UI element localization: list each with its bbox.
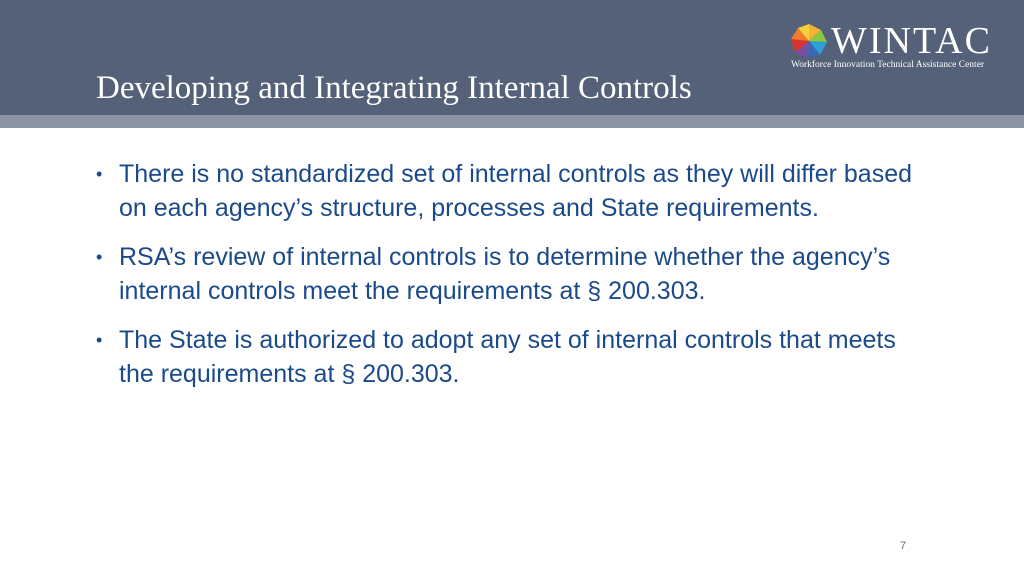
bullet-marker: •	[96, 247, 103, 267]
bullet-item	[96, 158, 926, 225]
bullet-text: RSA’s review of internal controls is to determine whether the agency’s internal controls meet the requirements at § 200.303.	[119, 243, 891, 305]
bullet-text: There is no standardized set of internal controls as they will differ based on each agency’s structure, processes and State requirements.	[119, 160, 913, 222]
logo-subtitle: Workforce Innovation Technical Assistance Center	[791, 60, 985, 70]
bullet-text: The State is authorized to adopt any set of internal controls that meets the requirements at § 200.303.	[119, 326, 896, 388]
header-stripe	[0, 115, 1024, 128]
wintac-logo	[789, 20, 1014, 76]
bullet-item	[96, 241, 926, 308]
page-number: 7	[900, 540, 907, 552]
logo-wordmark: WINTAC	[831, 20, 992, 62]
bullet-list	[96, 158, 926, 407]
logo-pinwheel-icon	[789, 22, 829, 60]
bullet-item	[96, 324, 926, 391]
bullet-marker: •	[96, 330, 103, 350]
bullet-marker: •	[96, 164, 103, 184]
slide-title: Developing and Integrating Internal Controls	[96, 70, 692, 106]
